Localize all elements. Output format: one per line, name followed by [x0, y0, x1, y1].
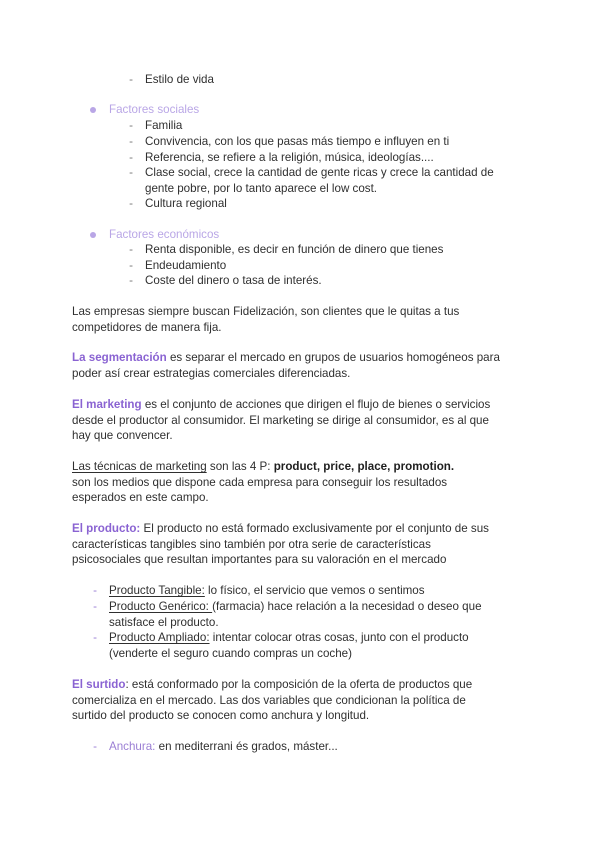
paragraph-marketing-line2: desde el productor al consumidor. El marketing se dirige al consumidor, es al que	[72, 414, 489, 427]
term-producto-tangible: Producto Tangible:	[109, 584, 205, 597]
tecnicas-text: son las 4 P:	[206, 460, 274, 473]
list-item-clase-social-cont: gente pobre, por lo tanto aparece el low cost.	[145, 182, 378, 195]
paragraph-marketing-line3: hay que convencer.	[72, 429, 173, 442]
paragraph-fidelizacion-line1: Las empresas siempre buscan Fidelización, son clientes que le quitas a tus	[72, 305, 460, 318]
list-item-producto-generico-cont: satisface el producto.	[109, 616, 219, 629]
paragraph-marketing-line1	[72, 397, 490, 413]
list-dash: -	[129, 197, 133, 210]
paragraph-segmentacion-line2: poder así crear estrategias comerciales diferenciadas.	[72, 367, 351, 380]
paragraph-tecnicas-line3: esperados en este campo.	[72, 491, 209, 504]
list-item-lifestyle: Estilo de vida	[145, 73, 214, 86]
list-dash: -	[93, 600, 97, 613]
list-dash: -	[93, 740, 97, 753]
term-marketing: El marketing	[72, 398, 142, 411]
producto-generico-text: (farmacia) hace relación a la necesidad o deseo que	[212, 600, 482, 613]
term-segmentacion: La segmentación	[72, 351, 167, 364]
term-producto-generico: Producto Genérico:	[109, 600, 213, 613]
marketing-text: es el conjunto de acciones que dirigen el flujo de bienes o servicios	[141, 398, 491, 411]
paragraph-surtido-line1	[72, 677, 472, 693]
list-item-producto-ampliado-cont: (venderte el seguro cuando compras un coche)	[109, 647, 352, 660]
list-item-coste: Coste del dinero o tasa de interés.	[145, 274, 322, 287]
list-dash: -	[129, 274, 133, 287]
list-item-producto-generico	[109, 599, 482, 615]
paragraph-surtido-line3: surtido del producto se conocen como anchura y longitud.	[72, 709, 370, 722]
list-dash: -	[129, 166, 133, 179]
anchura-text: en mediterrani és grados, máster...	[155, 740, 338, 753]
bullet-dot	[90, 232, 96, 238]
list-dash: -	[93, 631, 97, 644]
list-dash: -	[129, 243, 133, 256]
paragraph-producto-line2: características tangibles sino también por otra serie de características	[72, 538, 431, 551]
paragraph-producto-line3: psicosociales que resultan importantes para su valoración en el mercado	[72, 553, 447, 566]
heading-factores-sociales: Factores sociales	[109, 103, 200, 116]
list-dash: -	[129, 135, 133, 148]
term-producto-ampliado: Producto Ampliado:	[109, 631, 210, 644]
list-item-renta: Renta disponible, es decir en función de dinero que tienes	[145, 243, 444, 256]
segmentacion-text: es separar el mercado en grupos de usuarios homogéneos para	[166, 351, 500, 364]
producto-ampliado-text: intentar colocar otras cosas, junto con el producto	[209, 631, 469, 644]
list-item-referencia: Referencia, se refiere a la religión, música, ideologías....	[145, 151, 434, 164]
four-p-list: product, price, place, promotion.	[273, 460, 455, 473]
term-anchura: Anchura:	[109, 740, 156, 753]
list-item-producto-ampliado	[109, 630, 469, 646]
surtido-text: : está conformado por la composición de la oferta de productos que	[125, 678, 473, 691]
paragraph-fidelizacion-line2: competidores de manera fija.	[72, 321, 222, 334]
producto-tangible-text: lo físico, el servicio que vemos o sentimos	[204, 584, 425, 597]
paragraph-surtido-line2: comercializa en el mercado. Las dos variables que condicionan la política de	[72, 694, 466, 707]
paragraph-segmentacion-line1	[72, 350, 500, 366]
list-dash: -	[93, 584, 97, 597]
list-item-anchura	[109, 739, 338, 755]
term-surtido: El surtido	[72, 678, 126, 691]
list-item-endeudamiento: Endeudamiento	[145, 259, 227, 272]
list-item-clase-social: Clase social, crece la cantidad de gente ricas y crece la cantidad de	[145, 166, 494, 179]
term-tecnicas: Las técnicas de marketing	[72, 460, 207, 473]
paragraph-tecnicas-line2: son los medios que dispone cada empresa para conseguir los resultados	[72, 476, 448, 489]
list-item-cultura: Cultura regional	[145, 197, 227, 210]
term-producto: El producto:	[72, 522, 141, 535]
paragraph-tecnicas-line1	[72, 459, 454, 475]
paragraph-producto-line1	[72, 521, 489, 537]
list-dash: -	[129, 259, 133, 272]
list-dash: -	[129, 151, 133, 164]
bullet-dot	[90, 107, 96, 113]
heading-factores-economicos: Factores económicos	[109, 228, 220, 241]
list-dash: -	[129, 119, 133, 132]
list-item-familia: Familia	[145, 119, 183, 132]
list-dash: -	[129, 73, 133, 86]
list-item-convivencia: Convivencia, con los que pasas más tiempo e influyen en ti	[145, 135, 450, 148]
list-item-producto-tangible	[109, 583, 425, 599]
producto-text: El producto no está formado exclusivamente por el conjunto de sus	[140, 522, 489, 535]
